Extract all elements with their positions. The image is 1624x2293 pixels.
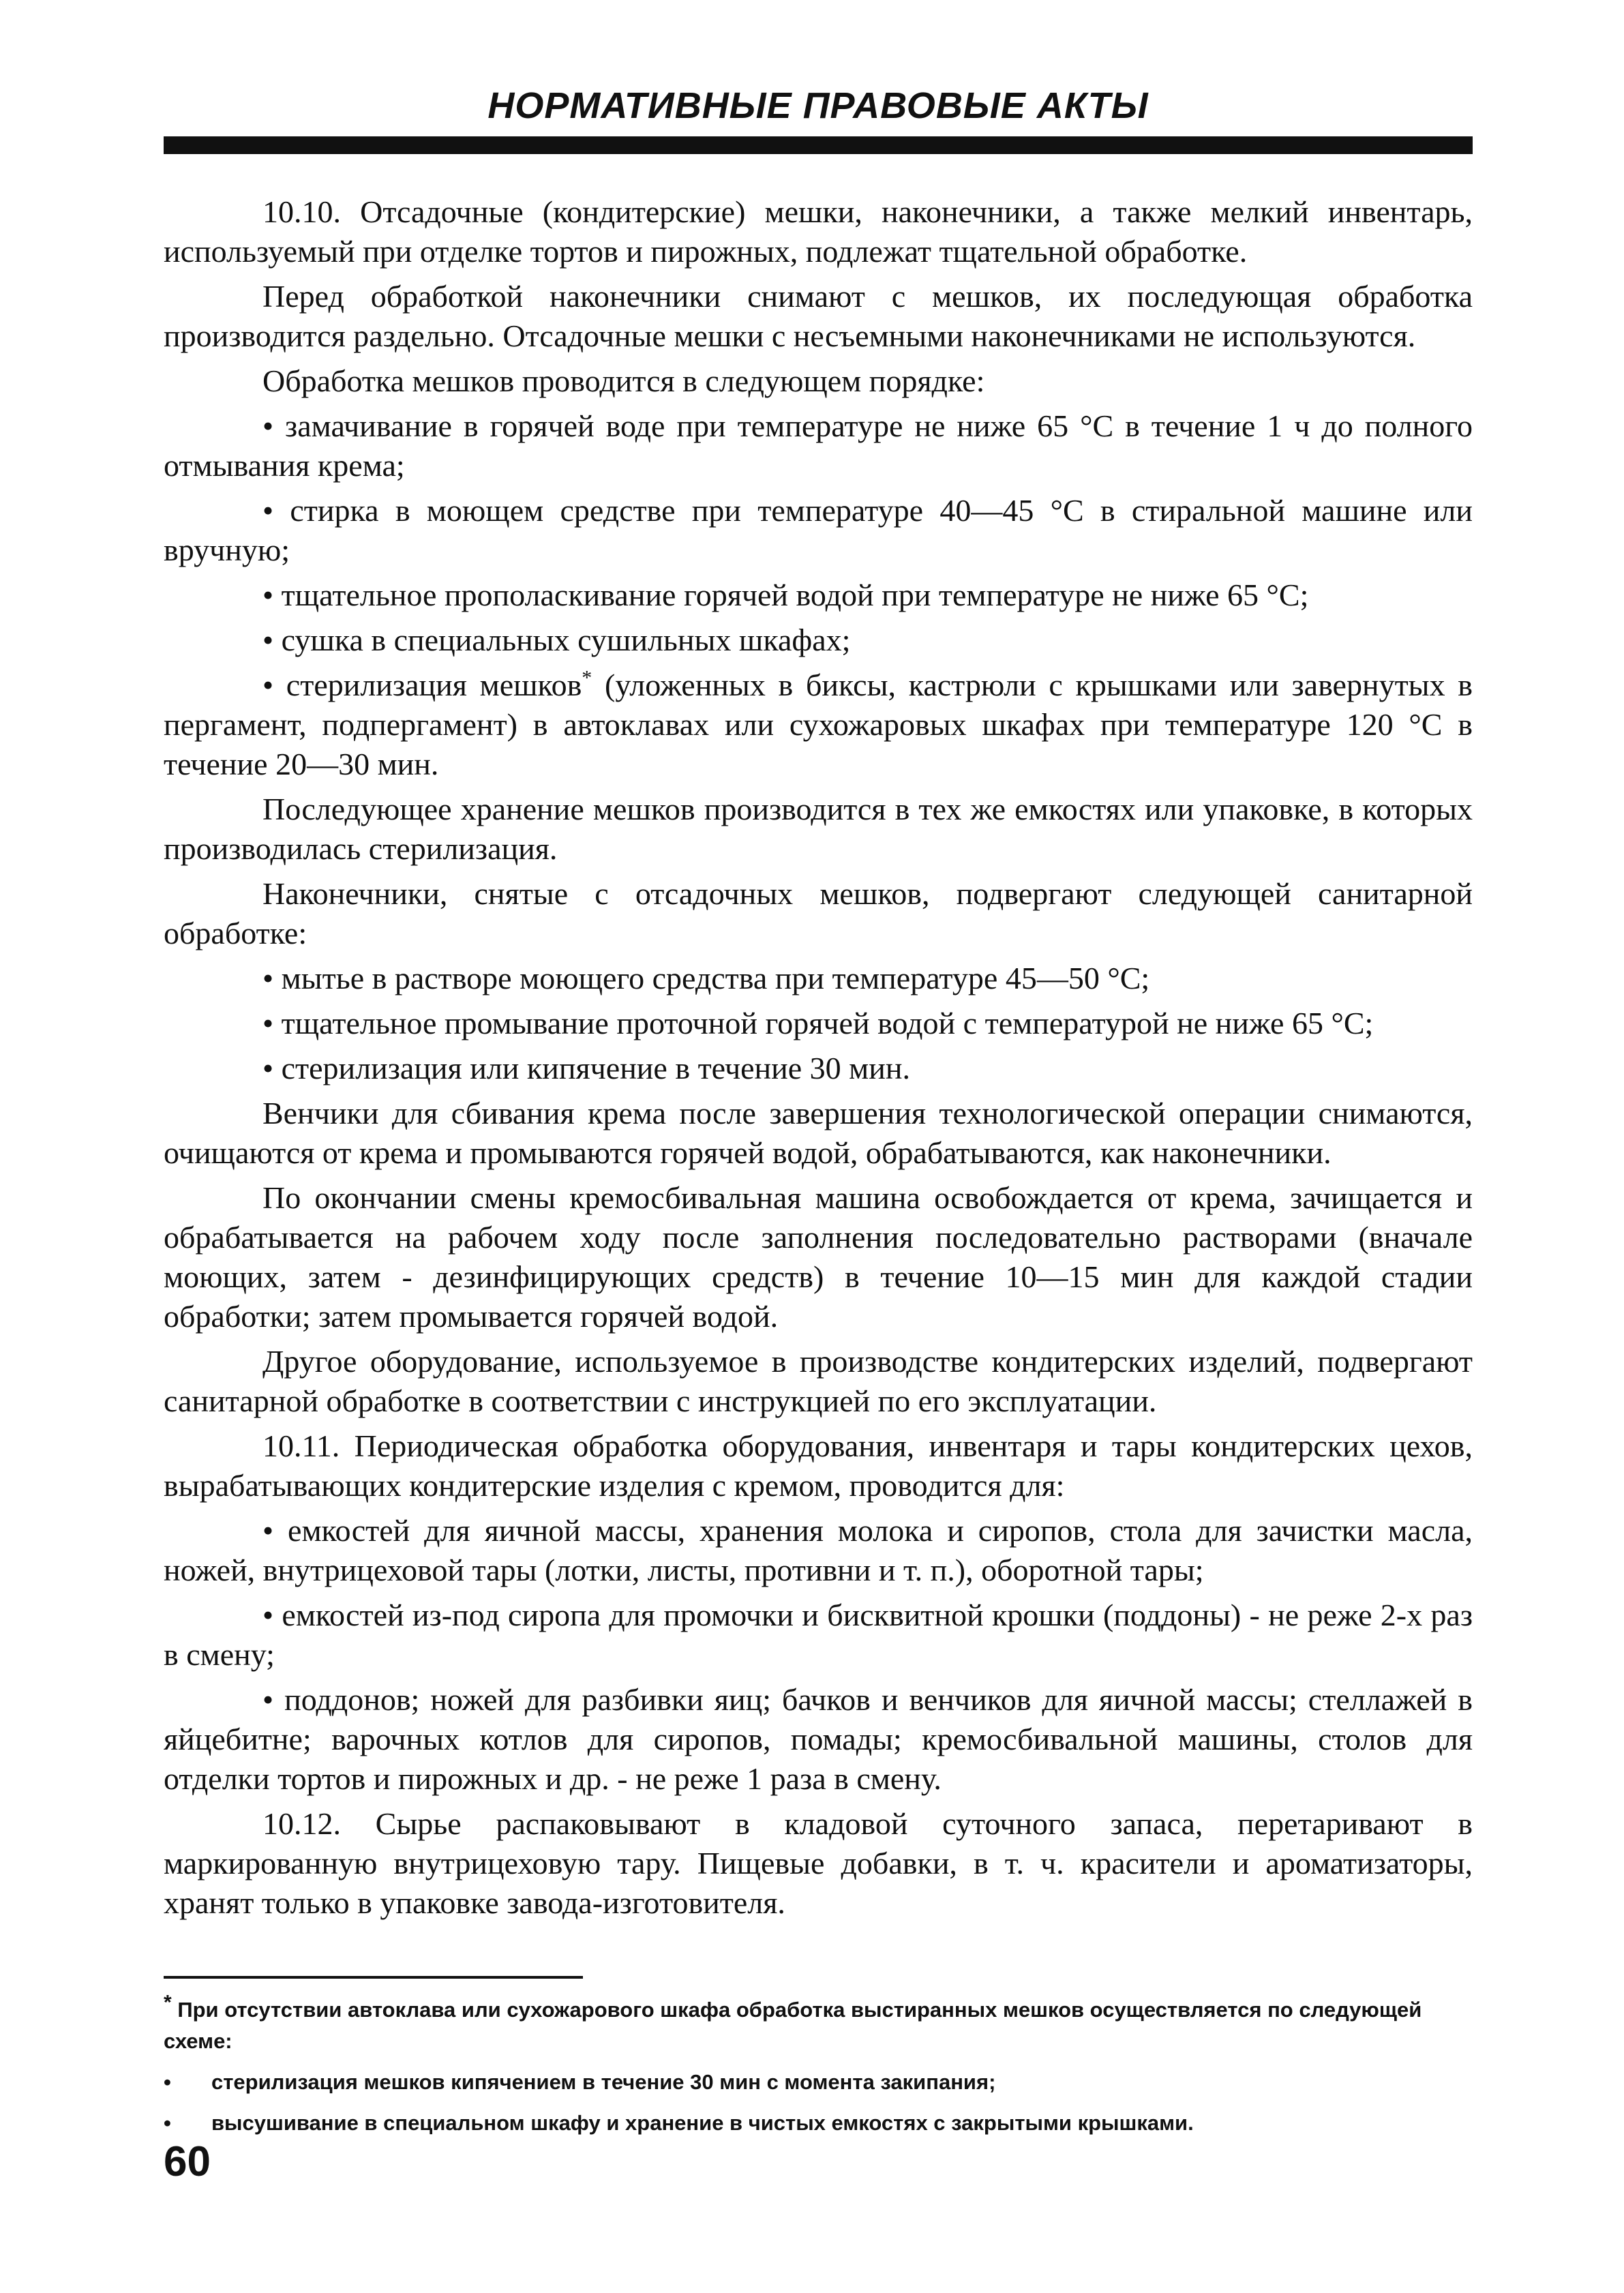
paragraph: Перед обработкой наконечники снимают с мешков, их последующая обработка производится раздельно. Отсадочные мешки с несъемными наконечниками не используются. xyxy=(164,279,1473,353)
bullet-icon: • xyxy=(164,2111,171,2135)
bullet-item: • поддонов; ножей для разбивки яиц; бачков и венчиков для яичной массы; стеллажей в яйцебитне; варочных котлов для сиропов, помады; кремосбивальной машины, столов для отделки тортов и пирожных и др. - не реже 1 раза в смену. xyxy=(164,1682,1473,1796)
running-header xyxy=(164,82,1473,154)
paragraph-10-11: 10.11. Периодическая обработка оборудования, инвентаря и тары кондитерских цехов, вырабатывающих кондитерские изделия с кремом, проводится для: xyxy=(164,1428,1473,1503)
bullet-text: • стерилизация мешков xyxy=(262,668,582,702)
bullet-item: • стерилизация или кипячение в течение 30 мин. xyxy=(262,1051,910,1085)
footnote-intro xyxy=(164,1991,1473,2057)
header-title: НОРМАТИВНЫЕ ПРАВОВЫЕ АКТЫ xyxy=(487,85,1149,126)
bullet-item: • сушка в специальных сушильных шкафах; xyxy=(262,623,851,657)
bullet-item: • тщательное промывание проточной горячей водой с температурой не ниже 65 °С; xyxy=(262,1006,1374,1040)
paragraph: Венчики для сбивания крема после завершения технологической операции снимаются, очищаются от крема и промываются горячей водой, обрабатываются, как наконечники. xyxy=(164,1096,1473,1170)
header-rule xyxy=(164,136,1473,154)
bullet-item: • мытье в растворе моющего средства при температуре 45—50 °С; xyxy=(262,961,1150,995)
footnote-item xyxy=(164,2067,1473,2098)
bullet-item: • замачивание в горячей воде при температуре не ниже 65 °С в течение 1 ч до полного отмывания крема; xyxy=(164,408,1473,483)
paragraph: Обработка мешков проводится в следующем порядке: xyxy=(262,363,985,398)
bullet-item: • тщательное прополаскивание горячей водой при температуре не ниже 65 °С; xyxy=(262,578,1309,612)
footnote-item-text: стерилизация мешков кипячением в течение 30 мин с момента закипания; xyxy=(211,2070,996,2094)
paragraph: Наконечники, снятые с отсадочных мешков, подвергают следующей санитарной обработке: xyxy=(164,876,1473,950)
footnote-text: При отсутствии автоклава или сухожарового шкафа обработка выстиранных мешков осуществляется по следующей схеме: xyxy=(164,1998,1422,2053)
bullet-item: • емкостей для яичной массы, хранения молока и сиропов, стола для зачистки масла, ножей, внутрицеховой тары (лотки, листы, противни и т. п.), оборотной тары; xyxy=(164,1513,1473,1587)
bullet-text: (уложенных в биксы, кастрюли с крышками или завернутых в пергамент, подпергамент) в автоклавах или сухожаровых шкафах при температуре 120 °С в течение 20—30 мин. xyxy=(164,668,1473,781)
footnote-item xyxy=(164,2108,1473,2139)
body-text xyxy=(164,192,1473,1923)
bullet-item xyxy=(164,665,1473,784)
footnote-marker: * xyxy=(582,666,592,689)
paragraph-10-10: 10.10. Отсадочные (кондитерские) мешки, наконечники, а также мелкий инвентарь, используемый при отделке тортов и пирожных, подлежат тщательной обработке. xyxy=(164,194,1473,269)
footnote-rule xyxy=(164,1976,583,1979)
paragraph: Другое оборудование, используемое в производстве кондитерских изделий, подвергают санитарной обработке в соответствии с инструкцией по его эксплуатации. xyxy=(164,1344,1473,1418)
page-number: 60 xyxy=(164,2138,211,2185)
footnote-item-text: высушивание в специальном шкафу и хранение в чистых емкостях с закрытыми крышками. xyxy=(211,2111,1194,2135)
paragraph-10-12: 10.12. Сырье распаковывают в кладовой суточного запаса, перетаривают в маркированную внутрицеховую тару. Пищевые добавки, в т. ч. красители и ароматизаторы, хранят только в упаковке завода-изготовителя. xyxy=(164,1806,1473,1920)
paragraph: Последующее хранение мешков производится в тех же емкостях или упаковке, в которых производилась стерилизация. xyxy=(164,792,1473,866)
footnotes xyxy=(164,1991,1473,2139)
paragraph: По окончании смены кремосбивальная машина освобождается от крема, зачищается и обрабатывается на рабочем ходу после заполнения последовательно растворами (вначале моющих, затем - дезинфицирующих средств) в течение 10—15 мин для каждой стадии обработки; затем промывается горячей водой. xyxy=(164,1180,1473,1334)
footnote-marker: * xyxy=(164,1991,172,2014)
bullet-item: • стирка в моющем средстве при температуре 40—45 °С в стиральной машине или вручную; xyxy=(164,493,1473,567)
bullet-item: • емкостей из-под сиропа для промочки и бисквитной крошки (поддоны) - не реже 2-х раз в смену; xyxy=(164,1598,1473,1672)
bullet-icon: • xyxy=(164,2070,171,2094)
